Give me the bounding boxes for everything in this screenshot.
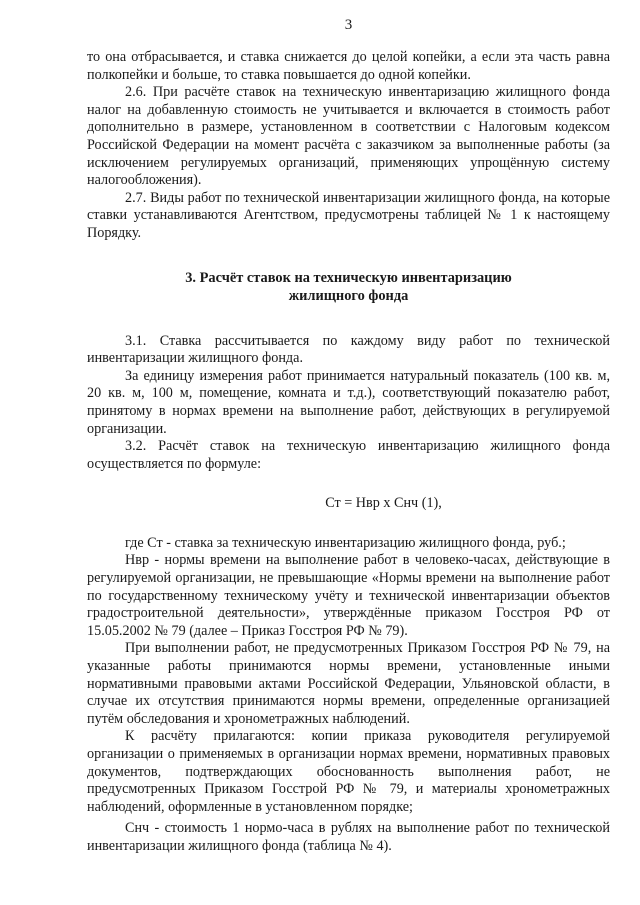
section-heading (87, 269, 610, 305)
section-heading-line1: 3. Расчёт ставок на техническую инвентаризацию (185, 269, 512, 286)
page-number: 3 (344, 17, 353, 33)
definition-st: где Ст - ставка за техническую инвентаризацию жилищного фонда, руб.; (125, 534, 566, 551)
paragraph-3-2: 3.2. Расчёт ставок на техническую инвентаризацию жилищного фонда осуществляется по формуле: (87, 438, 610, 472)
paragraph-continuation: то она отбрасывается, и ставка снижается до целой копейки, а если эта часть равна полкопейки и больше, то ставка повышается до одной копейки. (87, 49, 610, 83)
formula: Ст = Нвр х Снч (1), (325, 495, 442, 512)
paragraph-2-7: 2.7. Виды работ по технической инвентаризации жилищного фонда, на которые ставки устанавливаются Агентством, предусмотрены таблицей № 1 к настоящему Порядку. (87, 189, 610, 241)
section-heading-line2: жилищного фонда (288, 287, 409, 304)
paragraph-unit-measure: За единицу измерения работ принимается натуральный показатель (100 кв. м, 20 кв. м, 100 м, помещение, комната и т.д.), соответствующий показателю работ, принятому в нормах времени на выполнение работ, действующих в регулируемой организации. (87, 367, 610, 437)
paragraph-other-norms: При выполнении работ, не предусмотренных Приказом Госстроя РФ № 79, на указанные работы принимаются нормы времени, установленные иными нормативными правовыми актами Российской Федерации, Ульяновской области, в случае их отсутствия принимаются нормы времени, определенные организацией путём обследования и хронометражных наблюдений. (87, 640, 610, 727)
paragraph-2-6: 2.6. При расчёте ставок на техническую инвентаризацию жилищного фонда налог на добавленную стоимость не учитывается и включается в стоимость работ дополнительно в размере, установленном в соответствии с Налоговым кодексом Российской Федерации на момент расчёта с заказчиком за выполненные работы (за исключением регулируемых организаций, применяющих упрощённую систему налогообложения). (87, 84, 610, 189)
paragraph-3-1: 3.1. Ставка рассчитывается по каждому виду работ по технической инвентаризации жилищного фонда. (87, 332, 610, 367)
paragraph-attachments: К расчёту прилагаются: копии приказа руководителя регулируемой организации о применяемых в организации нормах времени, нормативных правовых документов, подтверждающих обоснованность выполнения работ, не предусмотренных Приказом Госстрой РФ № 79, и материалы хронометражных наблюдений, оформленные в установленном порядке; (87, 728, 610, 815)
definition-nvr: Нвр - нормы времени на выполнение работ в человеко-часах, действующие в регулируемой организации, не превышающие «Нормы времени на выполнение работ по государственному техническому учёту и технической инвентаризации объектов градостроительной деятельности», утверждённые приказом Госстроя РФ от 15.05.2002 № 79 (далее – Приказ Госстроя РФ № 79). (87, 552, 610, 639)
definition-snch: Снч - стоимость 1 нормо-часа в рублях на выполнение работ по технической инвентаризации жилищного фонда (таблица № 4). (87, 820, 610, 854)
